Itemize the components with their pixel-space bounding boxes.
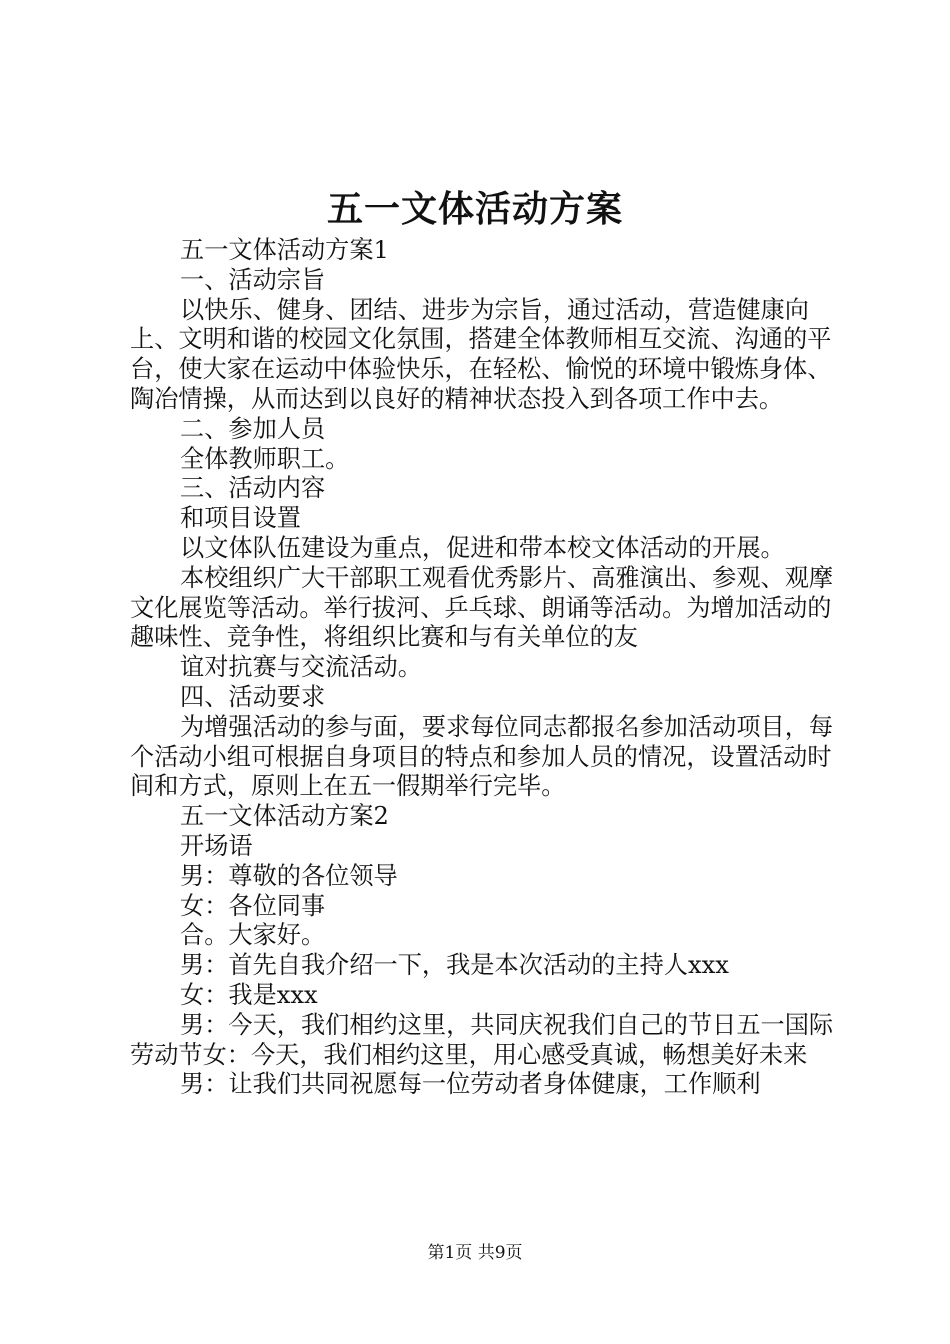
paragraph: 男：首先自我介绍一下，我是本次活动的主持人xxx <box>180 951 729 980</box>
section-heading: 五一文体活动方案1 <box>180 236 389 264</box>
paragraph: 四、活动要求 <box>180 682 326 711</box>
paragraph: 二、参加人员 <box>180 414 326 443</box>
document-title: 五一文体活动方案 <box>326 188 623 230</box>
paragraph: 女：我是xxx <box>180 980 318 1009</box>
paragraph: 以快乐、健身、团结、进步为宗旨，通过活动，营造健康向上、文明和谐的校园文化氛围，搭建全体教师相互交流、沟通的平台，使大家在运动中体验快乐，在轻松、愉悦的环境中锻炼身体、陶冶情操，从而达到以良好的精神状态投入到各项工作中去。 <box>130 295 832 413</box>
paragraph: 男：让我们共同祝愿每一位劳动者身体健康，工作顺利 <box>180 1070 761 1099</box>
paragraph: 全体教师职工。 <box>180 444 350 473</box>
document-body <box>130 236 835 1100</box>
section-heading: 五一文体活动方案2 <box>180 802 389 831</box>
paragraph: 以文体队伍建设为重点，促进和带本校文体活动的开展。 <box>180 533 785 562</box>
paragraph: 女：各位同事 <box>180 891 326 920</box>
paragraph: 为增强活动的参与面，要求每位同志都报名参加活动项目，每个活动小组可根据自身项目的特点和参加人员的情况，设置活动时间和方式，原则上在五一假期举行完毕。 <box>130 712 834 801</box>
paragraph: 一、活动宗旨 <box>180 265 326 294</box>
paragraph: 男：今天，我们相约这里，共同庆祝我们自己的节日五一国际劳动节女：今天，我们相约这里，用心感受真诚，畅想美好未来 <box>130 1010 834 1069</box>
paragraph: 谊对抗赛与交流活动。 <box>180 653 422 682</box>
paragraph: 男：尊敬的各位领导 <box>180 861 398 890</box>
paragraph: 三、活动内容 <box>180 474 326 503</box>
paragraph: 合。大家好。 <box>180 921 326 950</box>
page-number: 第1页 共9页 <box>427 1243 523 1263</box>
paragraph: 开场语 <box>180 831 253 860</box>
paragraph: 本校组织广大干部职工观看优秀影片、高雅演出、参观、观摩文化展览等活动。举行拔河、乒乓球、朗诵等活动。为增加活动的趣味性、竞争性，将组织比赛和与有关单位的友 <box>130 563 834 652</box>
paragraph: 和项目设置 <box>180 504 301 533</box>
